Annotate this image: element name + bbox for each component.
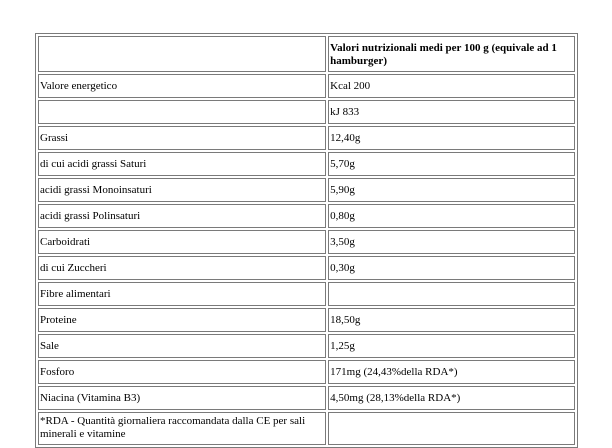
row-value-cell: 18,50g [328,308,575,332]
table-row [38,230,575,254]
row-value-cell: 171mg (24,43%della RDA*) [328,360,575,384]
table-row [38,100,575,124]
row-name-cell: Fosforo [38,360,326,384]
row-value-cell: 4,50mg (28,13%della RDA*) [328,386,575,410]
row-value-cell: kJ 833 [328,100,575,124]
row-name-cell: acidi grassi Polinsaturi [38,204,326,228]
table-row [38,360,575,384]
header-value-cell: Valori nutrizionali medi per 100 g (equivale ad 1 hamburger) [328,36,575,72]
nutrition-table [35,33,578,448]
table-row [38,334,575,358]
row-name-cell: Valore energetico [38,74,326,98]
row-name-cell: di cui Zuccheri [38,256,326,280]
table-footnote-row [38,412,575,445]
row-value-cell: 3,50g [328,230,575,254]
table-row [38,308,575,332]
table-row [38,282,575,306]
table-row [38,178,575,202]
row-value-cell: 0,80g [328,204,575,228]
table-row [38,152,575,176]
table-row [38,74,575,98]
row-value-cell: 5,90g [328,178,575,202]
row-name-cell [38,100,326,124]
table-header-row [38,36,575,72]
row-value-cell: 12,40g [328,126,575,150]
footnote-cell: *RDA - Quantità giornaliera raccomandata dalla CE per sali minerali e vitamine [38,412,326,445]
table-row [38,204,575,228]
row-name-cell: acidi grassi Monoinsaturi [38,178,326,202]
header-name-cell [38,36,326,72]
row-value-cell: 1,25g [328,334,575,358]
row-name-cell: Fibre alimentari [38,282,326,306]
table-row [38,256,575,280]
table-row [38,386,575,410]
table-row [38,126,575,150]
row-name-cell: Carboidrati [38,230,326,254]
row-value-cell: 5,70g [328,152,575,176]
footnote-value-cell [328,412,575,445]
row-name-cell: Proteine [38,308,326,332]
row-name-cell: di cui acidi grassi Saturi [38,152,326,176]
row-name-cell: Niacina (Vitamina B3) [38,386,326,410]
row-value-cell: Kcal 200 [328,74,575,98]
row-name-cell: Grassi [38,126,326,150]
row-value-cell: 0,30g [328,256,575,280]
row-value-cell [328,282,575,306]
row-name-cell: Sale [38,334,326,358]
